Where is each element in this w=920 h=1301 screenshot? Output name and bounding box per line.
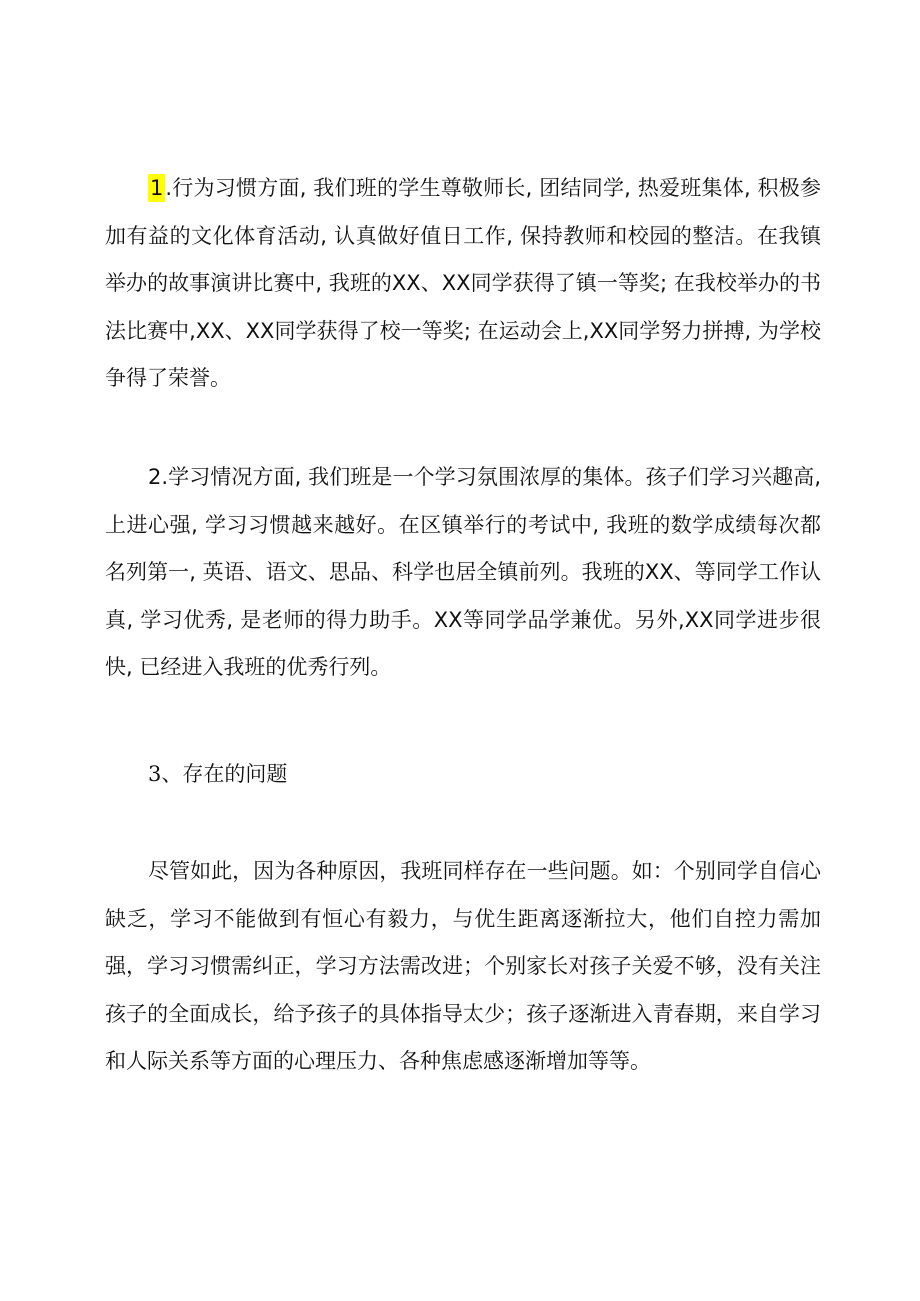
section-heading-existing-problems: [105, 751, 821, 799]
heading-text: 3、存在的问题: [148, 762, 288, 786]
paragraph-text: 尽管如此，因为各种原因，我班同样存在一些问题。如：个别同学自信心缺乏，学习不能做到有恒心有毅力，与优生距离逐渐拉大，他们自控力需加强，学习习惯需纠正，学习方法需改进；个别家长对孩子关爱不够，没有关注孩子的全面成长，给予孩子的具体指导太少；孩子逐渐进入青春期，来自学习和人际关系等方面的心理压力、各种焦虑感逐渐增加等等。: [105, 859, 821, 1074]
paragraph-behavior-habits: [105, 165, 821, 403]
paragraph-study-situation: [105, 454, 821, 692]
paragraph-problems-detail: [105, 848, 821, 1086]
highlighted-list-marker: 1: [150, 176, 164, 200]
paragraph-text: .行为习惯方面, 我们班的学生尊敬师长, 团结同学, 热爱班集体, 积极参加有益的文化体育活动, 认真做好值日工作, 保持教师和校园的整洁。在我镇举办的故事演讲比赛中, 我班的XX、XX同学获得了镇一等奖; 在我校举办的书法比赛中,XX、XX同学获得了校一等奖; 在运动会上,XX同学努力拼搏, 为学校争得了荣誉。: [105, 176, 821, 391]
paragraph-text: 2.学习情况方面, 我们班是一个学习氛围浓厚的集体。孩子们学习兴趣高, 上进心强, 学习习惯越来越好。在区镇举行的考试中, 我班的数学成绩每次都名列第一, 英语、语文、思品、科学也居全镇前列。我班的XX、等同学工作认真, 学习优秀, 是老师的得力助手。XX等同学品学兼优。另外,XX同学进步很快, 已经进入我班的优秀行列。: [105, 465, 821, 680]
